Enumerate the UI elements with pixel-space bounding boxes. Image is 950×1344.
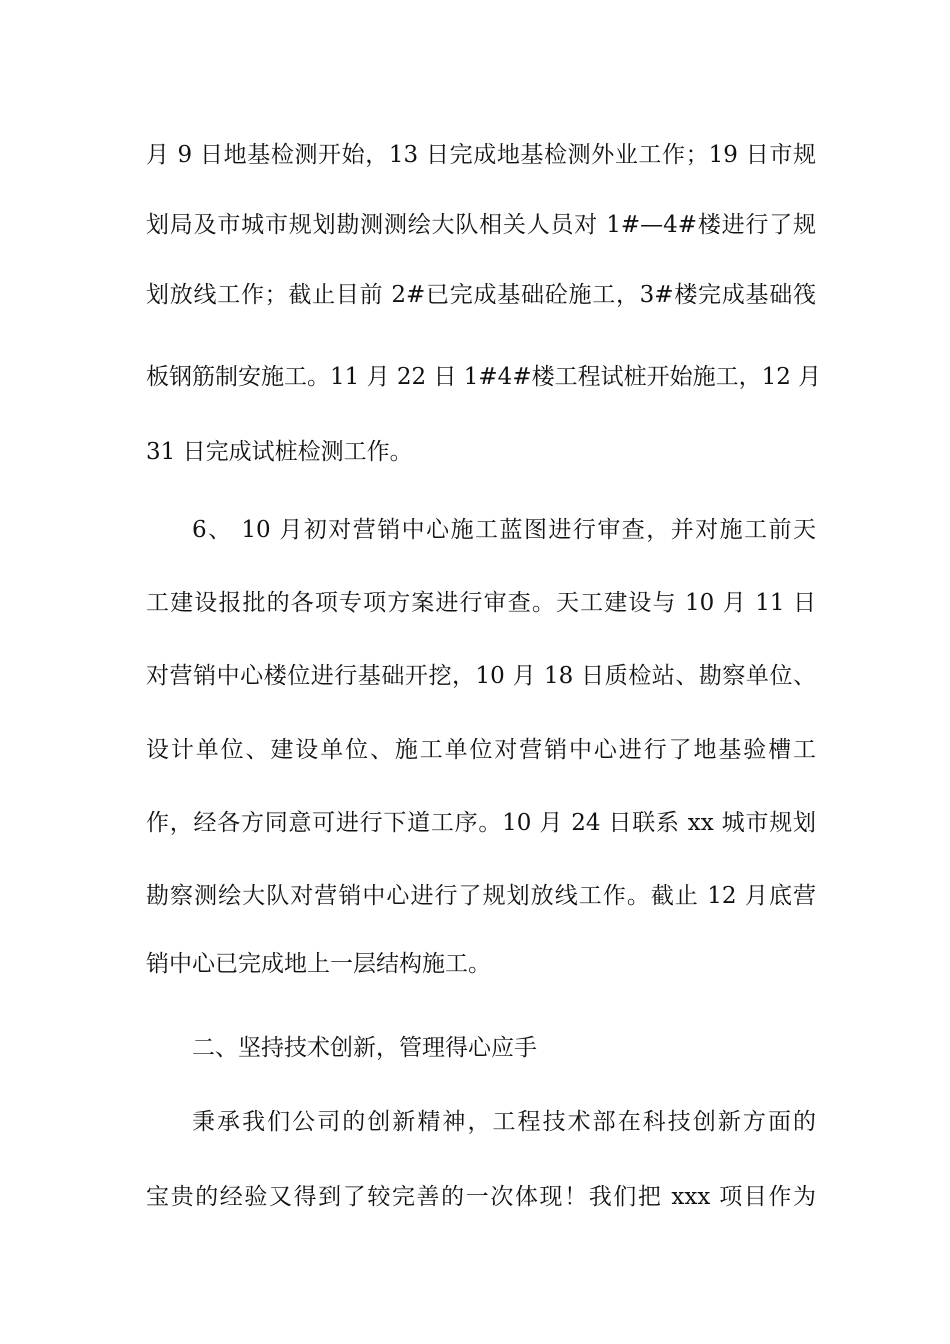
- paragraph-line: 31 日完成试桩检测工作。: [146, 439, 413, 465]
- paragraph-line: 设计单位、建设单位、施工单位对营销中心进行了地基验槽工: [146, 737, 816, 763]
- section-heading: 二、坚持技术创新，管理得心应手: [192, 1035, 537, 1061]
- paragraph-line: 宝贵的经验又得到了较完善的一次体现！我们把 xxx 项目作为: [146, 1184, 816, 1210]
- paragraph-line: 月 9 日地基检测开始，13 日完成地基检测外业工作；19 日市规: [146, 142, 816, 168]
- paragraph-line: 销中心已完成地上一层结构施工。: [146, 951, 491, 977]
- paragraph-line: 划局及市城市规划勘测测绘大队相关人员对 1#—4#楼进行了规: [146, 212, 816, 238]
- paragraph-line: 板钢筋制安施工。11 月 22 日 1#4#楼工程试桩开始施工，12 月: [146, 364, 822, 390]
- paragraph-line: 勘察测绘大队对营销中心进行了规划放线工作。截止 12 月底营: [146, 883, 816, 909]
- paragraph-line: 6、 10 月初对营销中心施工蓝图进行审查，并对施工前天: [192, 517, 816, 543]
- paragraph-line: 秉承我们公司的创新精神，工程技术部在科技创新方面的: [192, 1109, 816, 1135]
- paragraph-line: 划放线工作；截止目前 2#已完成基础砼施工，3#楼完成基础筏: [146, 282, 816, 308]
- paragraph-line: 对营销中心楼位进行基础开挖，10 月 18 日质检站、勘察单位、: [146, 663, 816, 689]
- paragraph-line: 工建设报批的各项专项方案进行审查。天工建设与 10 月 11 日: [146, 590, 816, 616]
- paragraph-line: 作，经各方同意可进行下道工序。10 月 24 日联系 xx 城市规划: [146, 810, 816, 836]
